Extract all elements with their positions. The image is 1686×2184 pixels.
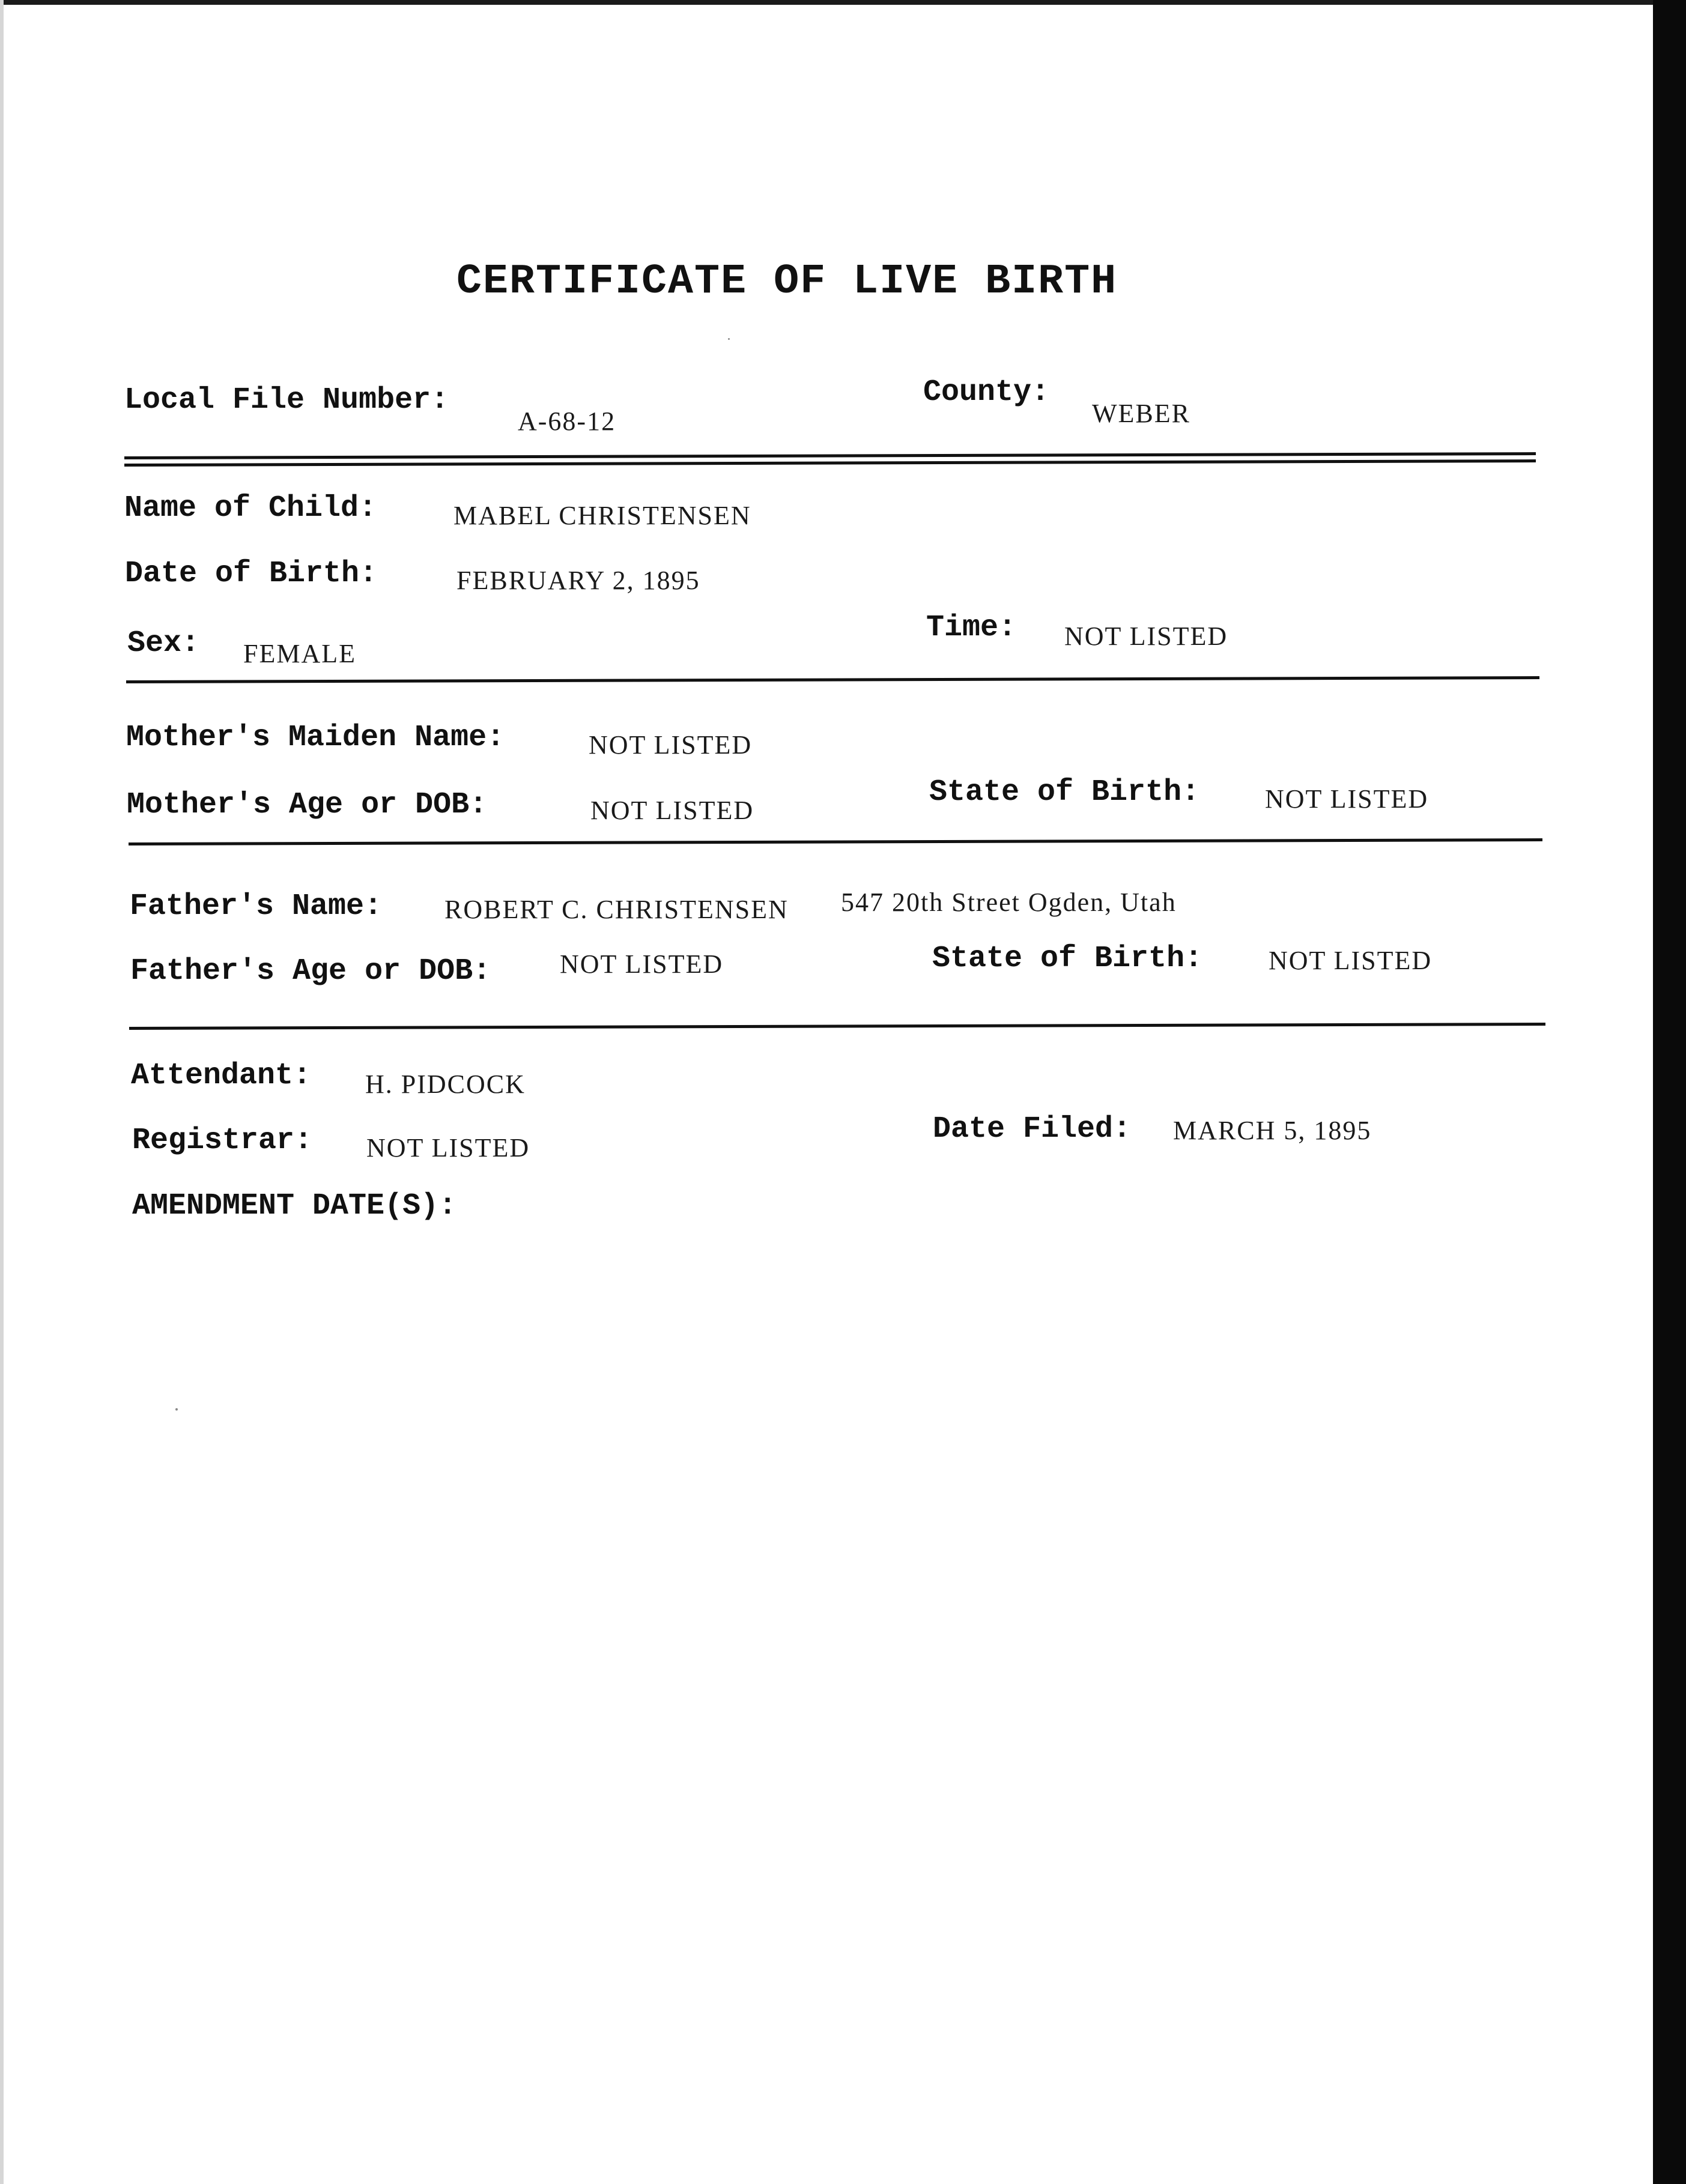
local-file-number-label: Local File Number: [124, 383, 449, 417]
child-name-label: Name of Child: [124, 491, 377, 525]
mother-state-value: NOT LISTED [1265, 784, 1429, 814]
date-filed-value: MARCH 5, 1895 [1173, 1116, 1372, 1145]
sex-value: FEMALE [243, 639, 356, 668]
registrar-value: NOT LISTED [366, 1133, 530, 1163]
mother-maiden-name-label: Mother's Maiden Name: [126, 721, 505, 755]
mother-age-label: Mother's Age or DOB: [127, 788, 488, 822]
section-rule-mother [129, 838, 1542, 845]
mother-state-label: State of Birth: [929, 775, 1200, 809]
attendant-value: H. PIDCOCK [365, 1069, 526, 1099]
father-state-value: NOT LISTED [1269, 946, 1433, 975]
date-of-birth-value: FEBRUARY 2, 1895 [456, 566, 700, 595]
scan-speck [175, 1408, 178, 1411]
local-file-number-value: A-68-12 [518, 407, 616, 436]
mother-age-value: NOT LISTED [590, 796, 754, 825]
double-rule-bottom [124, 459, 1536, 467]
double-rule-top [124, 452, 1536, 459]
scan-speck [728, 338, 730, 340]
time-value: NOT LISTED [1064, 622, 1228, 651]
father-state-label: State of Birth: [932, 942, 1203, 976]
sex-label: Sex: [127, 626, 200, 661]
time-label: Time: [926, 611, 1017, 645]
section-rule-father [129, 1023, 1545, 1030]
mother-maiden-name-value: NOT LISTED [589, 730, 753, 760]
section-rule-child [126, 676, 1539, 683]
father-address-value: 547 20th Street Ogden, Utah [841, 888, 1177, 917]
county-value: WEBER [1092, 399, 1190, 428]
attendant-label: Attendant: [131, 1059, 312, 1093]
date-filed-label: Date Filed: [933, 1112, 1132, 1146]
county-label: County: [923, 375, 1050, 410]
father-name-value: ROBERT C. CHRISTENSEN [444, 895, 789, 924]
scan-border-left [0, 0, 4, 2184]
amendment-dates-label: AMENDMENT DATE(S): [132, 1189, 457, 1223]
registrar-label: Registrar: [132, 1124, 313, 1158]
scan-border-right [1653, 0, 1686, 2184]
scan-border-top [0, 0, 1686, 5]
father-age-value: NOT LISTED [560, 949, 724, 979]
father-age-label: Father's Age or DOB: [130, 954, 491, 988]
document-title: CERTIFICATE OF LIVE BIRTH [456, 258, 1118, 306]
father-name-label: Father's Name: [130, 889, 383, 924]
date-of-birth-label: Date of Birth: [125, 557, 378, 591]
child-name-value: MABEL CHRISTENSEN [453, 501, 751, 530]
